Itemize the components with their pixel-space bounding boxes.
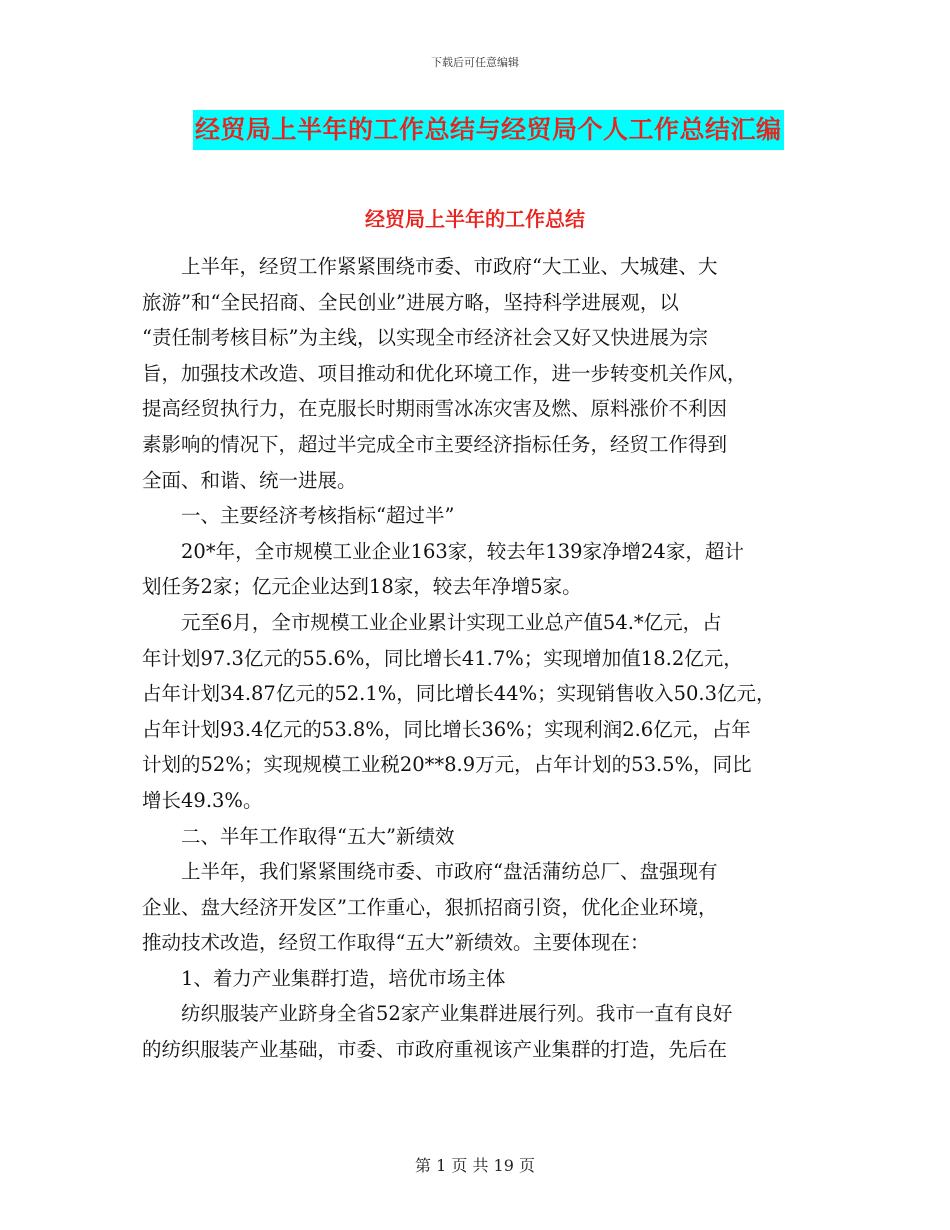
heading-key-indicators: 一、主要经济考核指标“超过半” [181, 504, 455, 528]
heading-industry-cluster: 1、着力产业集群打造，培优市场主体 [181, 966, 506, 990]
paragraph-intro: 上半年，经贸工作紧紧围绕市委、市政府“大工业、大城建、大 旅游”和“全民招商、全民创业”进展方略，坚持科学进展观，以 “责任制考核目标”为主线，以实现全市经济社会又好又快进展为宗 旨，加强技术改造、项目推动和优化环境工作，进一步转变机关作风， 提高经贸执行力，在克服长时期雨雪冰冻灾害及燃、原料涨价不利因 素影响的情况下，超过半完成全市主要经济指标任务，经贸工作得到 全面、和谐、统一进展。 [142, 255, 747, 492]
header-note: 下载后可任意编辑 [431, 56, 519, 69]
section-title: 经贸局上半年的工作总结 [365, 207, 585, 231]
page-footer: 第 1 页 共 19 页 [415, 1156, 535, 1175]
heading-five-achievements: 二、半年工作取得“五大”新绩效 [181, 824, 455, 848]
paragraph-achievements-intro: 上半年，我们紧紧围绕市委、市政府“盘活蒲纺总厂、盘强现有 企业、盘大经济开发区”工作重心，狠抓招商引资，优化企业环境， 推动技术改造，经贸工作取得“五大”新绩效。主要体现在： [142, 860, 718, 955]
document-body [142, 249, 832, 1068]
paragraph-enterprise-count: 20*年，全市规模工业企业163家，较去年139家净增24家，超计 划任务2家；亿元企业达到18家，较去年净增5家。 [142, 539, 744, 599]
paragraph-textile-cluster: 纺织服装产业跻身全省52家产业集群进展行列。我市一直有良好 的纺织服装产业基础，市委、市政府重视该产业集群的打造，先后在 [142, 1002, 733, 1062]
document-title: 经贸局上半年的工作总结与经贸局个人工作总结汇编 [193, 110, 784, 150]
paragraph-output-figures: 元至6月，全市规模工业企业累计实现工业总产值54.*亿元，占 年计划97.3亿元的55.6%，同比增长41.7%；实现增加值18.2亿元， 占年计划34.87亿元的52.1%，同比增长44%；实现销售收入50.3亿元， 占年计划93.4亿元的53.8%，同比增长36%；实现利润2.6亿元，占年 计划的52%；实现规模工业税20**8.9万元，占年计划的53.5%，同比 增长49.3%。 [142, 610, 776, 812]
